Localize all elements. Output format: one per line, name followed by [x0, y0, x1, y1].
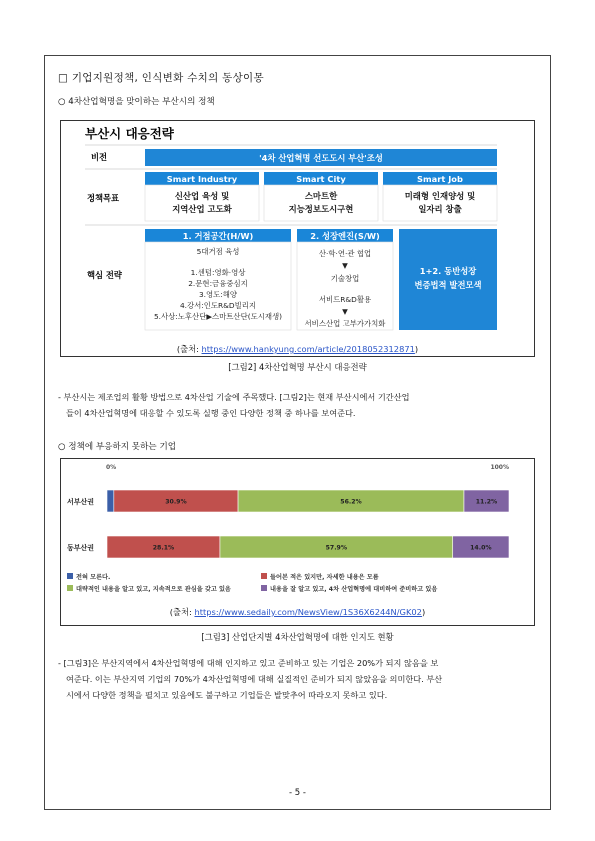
- source-link[interactable]: https://www.hankyung.com/article/2018052312871: [201, 344, 415, 354]
- source-suffix: ): [414, 344, 419, 354]
- paragraph-line: - 부산시는 제조업의 활황 방법으로 4차산업 기술에 주목했다. [그림2]는 현재 부산시에서 기간산업: [58, 392, 410, 402]
- vision-text: '4차 산업혁명 선도도시 부산'조성: [259, 153, 383, 163]
- strategy-item: 5대거점 육성: [196, 247, 240, 256]
- goal-line: 지역산업 고도화: [172, 204, 232, 214]
- goal-smart-city: [264, 172, 378, 221]
- strategy-item: 2.문현:금융중심지: [188, 279, 248, 288]
- vision-label: 비전: [91, 152, 108, 162]
- legend-label: 전혀 모른다.: [76, 574, 111, 581]
- figure1-caption: [그림2] 4차산업혁명 부산시 대응전략: [228, 362, 367, 372]
- source-suffix: ): [421, 607, 426, 617]
- figure1-source: [61, 343, 534, 355]
- source-prefix: (출처:: [176, 344, 202, 354]
- goal-line: 스마트한: [304, 191, 338, 201]
- awareness-bar-chart: [61, 459, 534, 604]
- paragraph-line: 여준다. 이는 부산지역 기업의 70%가 4차산업혁명에 대해 실질적인 준비가 되지 않았음을 의미한다. 부산: [66, 674, 443, 684]
- paragraph-line: 들이 4차산업혁명에 대응할 수 있도록 실행 중인 다양한 정책 중 하나를 보여준다.: [66, 408, 356, 418]
- source-link[interactable]: https://www.sedaily.com/NewsView/1S36X6244N/GK02: [194, 607, 422, 617]
- data-label: 30.9%: [165, 498, 187, 506]
- strategy-title: 부산시 대응전략: [85, 126, 174, 141]
- axis-tick-label: 100%: [490, 464, 509, 471]
- legend-swatch: [261, 573, 267, 579]
- data-label: 57.9%: [325, 544, 348, 552]
- figure2-caption: [그림3] 산업단지별 4차산업혁명에 대한 인지도 현황: [201, 632, 394, 642]
- strategy-diagram: [61, 121, 534, 356]
- strategy-item: 3.영도:해양: [198, 290, 238, 299]
- paragraph-line: 시에서 다양한 정책을 펼치고 있음에도 불구하고 기업들은 발맞추어 따라오지 못하고 있다.: [66, 690, 388, 700]
- source-prefix: (출처:: [169, 607, 195, 617]
- legend-label: 대략적인 내용을 알고 있고, 지속적으로 관심을 갖고 있음: [76, 586, 231, 593]
- sub-heading-companies: ○ 정책에 부응하지 못하는 기업: [58, 442, 177, 452]
- strategy-hardware: [145, 229, 291, 330]
- goals-label: 정책목표: [87, 193, 120, 203]
- down-arrow-icon: ▼: [342, 307, 348, 316]
- legend-label: 들어본 적은 있지만, 자세한 내용은 모름: [270, 574, 379, 581]
- category-label: 서부산권: [67, 498, 95, 506]
- paragraph-2: [58, 655, 548, 703]
- strategy-header: 1. 거점공간(H/W): [182, 231, 254, 241]
- section-heading: □ 기업지원정책, 인식변화 수치의 동상이몽: [58, 72, 264, 84]
- goal-smart-job: [383, 172, 497, 221]
- figure-busan-strategy: [60, 120, 535, 357]
- data-label: 56.2%: [340, 498, 362, 506]
- legend-swatch: [261, 585, 267, 591]
- figure2-source: [61, 606, 534, 618]
- sub-heading-busan-policy: ○ 4차산업혁명을 맞이하는 부산시의 정책: [58, 97, 215, 107]
- figure-awareness-chart: [60, 458, 535, 626]
- strategy-dialectic: [399, 229, 497, 330]
- strategy-item: 4.강서:인도R&D빌리지: [179, 301, 257, 310]
- goal-line: 신산업 육성 및: [174, 191, 230, 201]
- goal-line: 지능정보도시구현: [288, 204, 354, 214]
- goal-header: Smart Job: [417, 174, 463, 184]
- strategy-item: 기술창업: [330, 274, 360, 283]
- strategy-item: 1.센텀:영화·영상: [190, 268, 246, 277]
- down-arrow-icon: ▼: [342, 261, 348, 270]
- goal-line: 일자리 창출: [418, 204, 462, 214]
- strategy-item: 서비드R&D활용: [318, 295, 372, 304]
- data-label: 28.1%: [152, 544, 175, 552]
- goal-header: Smart City: [296, 174, 346, 184]
- legend-label: 내용을 잘 알고 있고, 4차 산업혁명에 대비하여 준비하고 있음: [270, 586, 438, 593]
- category-label: 동부산권: [67, 544, 95, 552]
- goal-header: Smart Industry: [166, 174, 238, 184]
- data-label: 11.2%: [475, 498, 498, 506]
- strategy-header: 2. 성장엔진(S/W): [310, 231, 380, 241]
- page-number: - 5 -: [289, 788, 306, 798]
- goal-line: 미래형 인재양성 및: [404, 191, 476, 201]
- strategy-item: 산·학·연·관 협업: [318, 249, 372, 258]
- axis-tick-label: 0%: [106, 464, 117, 471]
- paragraph-1: [58, 389, 548, 421]
- strategy-line: 1+2. 동반성장: [419, 266, 477, 276]
- strategy-line: 변증법적 발전모색: [414, 280, 482, 290]
- goal-smart-industry: [145, 172, 259, 221]
- strategy-item: 서비스산업 고부가가치화: [304, 319, 386, 328]
- strategy-item: 5.사상:노후산단▶스마트산단(도시재생): [153, 312, 283, 321]
- strategy-software: [297, 229, 393, 330]
- bar-segment: [107, 490, 114, 512]
- strategy-label: 핵심 전략: [87, 270, 122, 280]
- legend-swatch: [67, 573, 73, 579]
- paragraph-line: - [그림3]은 부산지역에서 4차산업혁명에 대해 인지하고 있고 준비하고 있는 기업은 20%가 되지 않음을 보: [58, 658, 439, 668]
- legend-swatch: [67, 585, 73, 591]
- data-label: 14.0%: [470, 544, 492, 552]
